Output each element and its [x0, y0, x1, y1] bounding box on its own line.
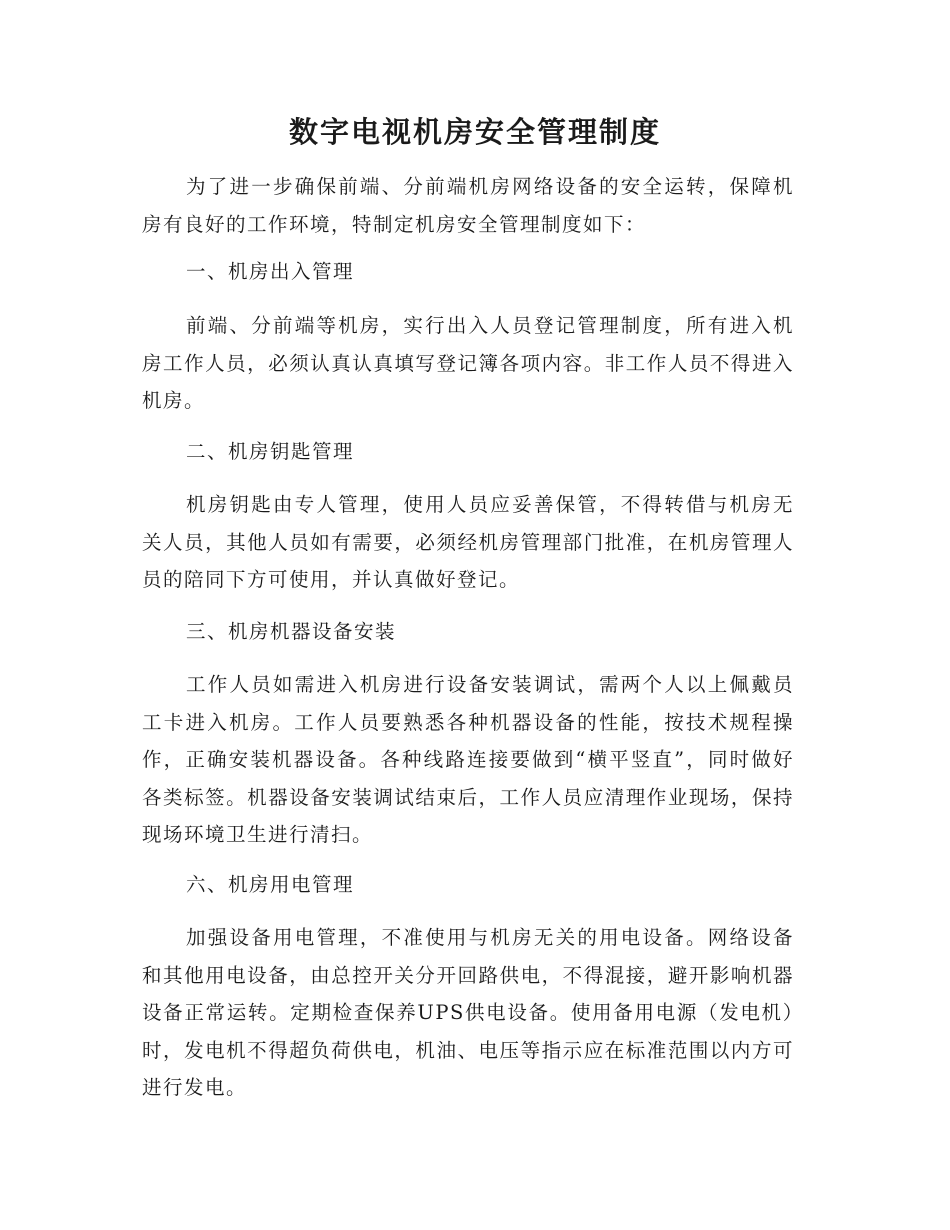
- section-body-4: 加强设备用电管理，不准使用与机房无关的用电设备。网络设备和其他用电设备，由总控开关分开回路供电，不得混接，避开影响机器设备正常运转。定期检查保养UPS供电设备。使用备用电源（发电机）时，发电机不得超负荷供电，机油、电压等指示应在标准范围以内方可进行发电。: [142, 926, 794, 1099]
- section-heading-4: 六、机房用电管理: [186, 873, 355, 896]
- section-body-3: 工作人员如需进入机房进行设备安装调试，需两个人以上佩戴员工卡进入机房。工作人员要熟悉各种机器设备的性能，按技术规程操作，正确安装机器设备。各种线路连接要做到“横平竖直”，同时做好各类标签。机器设备安装调试结束后，工作人员应清理作业现场，保持现场环境卫生进行清扫。: [142, 673, 794, 846]
- section-body-2: 机房钥匙由专人管理，使用人员应妥善保管，不得转借与机房无关人员，其他人员如有需要，必须经机房管理部门批准，在机房管理人员的陪同下方可使用，并认真做好登记。: [142, 493, 794, 591]
- section-body-1: 前端、分前端等机房，实行出入人员登记管理制度，所有进入机房工作人员，必须认真认真填写登记簿各项内容。非工作人员不得进入机房。: [142, 314, 794, 412]
- document-title: 数字电视机房安全管理制度: [288, 115, 661, 149]
- intro-paragraph: 为了进一步确保前端、分前端机房网络设备的安全运转，保障机房有良好的工作环境，特制定机房安全管理制度如下：: [142, 175, 794, 236]
- section-heading-3: 三、机房机器设备安装: [186, 620, 397, 643]
- section-heading-1: 一、机房出入管理: [186, 260, 355, 283]
- section-heading-2: 二、机房钥匙管理: [186, 440, 355, 463]
